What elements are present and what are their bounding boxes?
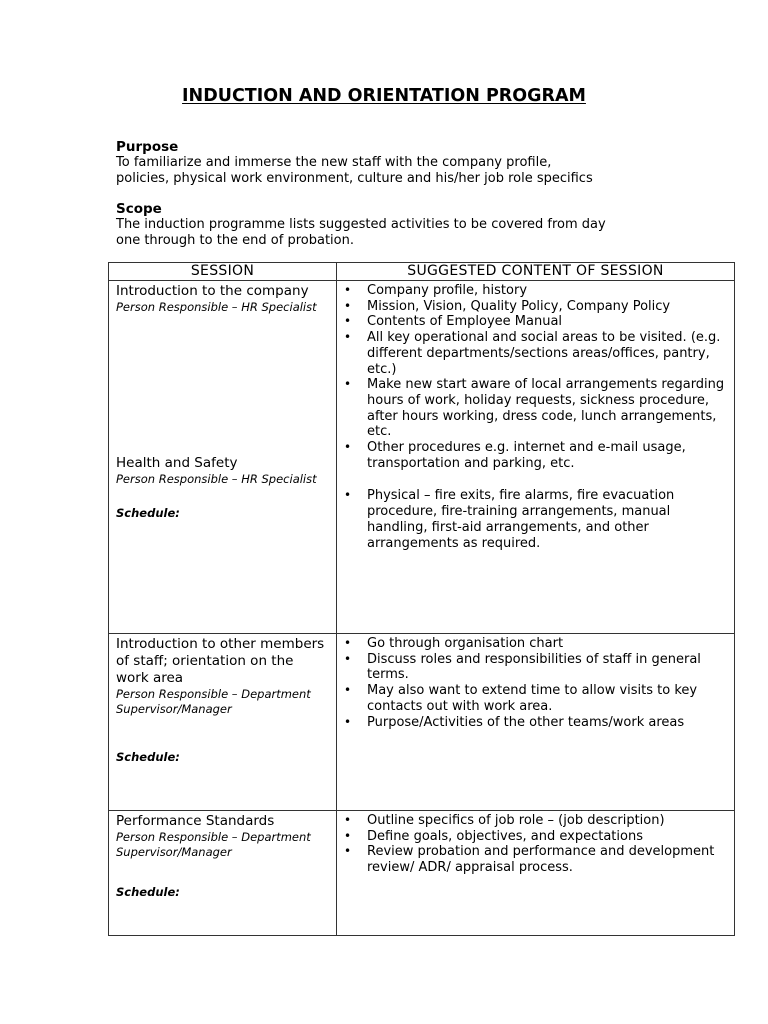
scope-heading: Scope xyxy=(116,201,162,217)
content-cell xyxy=(337,634,735,811)
list-item: • Go through organisation chart xyxy=(341,636,728,652)
session-title: Health and Safety xyxy=(116,454,238,471)
table-row xyxy=(109,811,735,936)
schedule-label: Schedule: xyxy=(116,750,180,764)
table-header-row xyxy=(109,263,735,281)
list-item: • May also want to extend time to allow visits to key contacts out with work area. xyxy=(341,683,728,714)
content-list xyxy=(341,283,728,471)
content-cell xyxy=(337,811,735,936)
session-cell xyxy=(109,634,337,811)
content-cell xyxy=(337,281,735,634)
list-item: • Contents of Employee Manual xyxy=(341,314,728,330)
content-list xyxy=(341,813,728,876)
session-title: Introduction to other members of staff; orientation on the work area xyxy=(116,636,325,686)
induction-table xyxy=(108,262,735,936)
purpose-line: policies, physical work environment, culture and his/her job role specifics xyxy=(116,171,593,186)
list-item: • Review probation and performance and development review/ ADR/ appraisal process. xyxy=(341,844,728,875)
scope-line: one through to the end of probation. xyxy=(116,233,354,248)
content-list xyxy=(341,488,728,551)
purpose-heading: Purpose xyxy=(116,139,179,155)
person-responsible: Person Responsible – HR Specialist xyxy=(116,300,317,314)
scope-line: The induction programme lists suggested activities to be covered from day xyxy=(116,217,606,232)
session-cell xyxy=(109,281,337,634)
list-item: • Outline specifics of job role – (job description) xyxy=(341,813,728,829)
purpose-section xyxy=(116,139,716,187)
list-item: • All key operational and social areas to be visited. (e.g. different departments/sections areas/offices, pantry, etc.) xyxy=(341,330,728,377)
list-item: • Mission, Vision, Quality Policy, Company Policy xyxy=(341,299,728,315)
list-item: • Define goals, objectives, and expectations xyxy=(341,829,728,845)
table-row xyxy=(109,634,735,811)
schedule-label: Schedule: xyxy=(116,506,180,520)
person-responsible: Person Responsible – Department Supervisor/Manager xyxy=(116,687,311,716)
document-title: INDUCTION AND ORIENTATION PROGRAM xyxy=(182,86,586,106)
person-responsible: Person Responsible – HR Specialist xyxy=(116,471,317,486)
session-cell xyxy=(109,811,337,936)
session-title: Performance Standards xyxy=(116,813,275,829)
list-item: • Discuss roles and responsibilities of staff in general terms. xyxy=(341,652,728,683)
list-item: • Make new start aware of local arrangements regarding hours of work, holiday requests, sickness procedure, after hours working, dress code, lunch arrangements, etc. xyxy=(341,377,728,440)
table-row xyxy=(109,281,735,634)
header-session: SESSION xyxy=(109,263,337,281)
list-item: • Purpose/Activities of the other teams/work areas xyxy=(341,715,728,731)
scope-section xyxy=(116,201,716,249)
person-responsible: Person Responsible – Department Supervisor/Manager xyxy=(116,830,311,859)
list-item: • Other procedures e.g. internet and e-mail usage, transportation and parking, etc. xyxy=(341,440,728,471)
session-title: Introduction to the company xyxy=(116,283,309,299)
schedule-label: Schedule: xyxy=(116,885,180,899)
content-list xyxy=(341,636,728,730)
header-content: SUGGESTED CONTENT OF SESSION xyxy=(337,263,735,281)
list-item: • Physical – fire exits, fire alarms, fire evacuation procedure, fire-training arrangements, manual handling, first-aid arrangements, and other arrangements as required. xyxy=(341,488,728,551)
purpose-line: To familiarize and immerse the new staff with the company profile, xyxy=(116,155,552,170)
list-item: • Company profile, history xyxy=(341,283,728,299)
